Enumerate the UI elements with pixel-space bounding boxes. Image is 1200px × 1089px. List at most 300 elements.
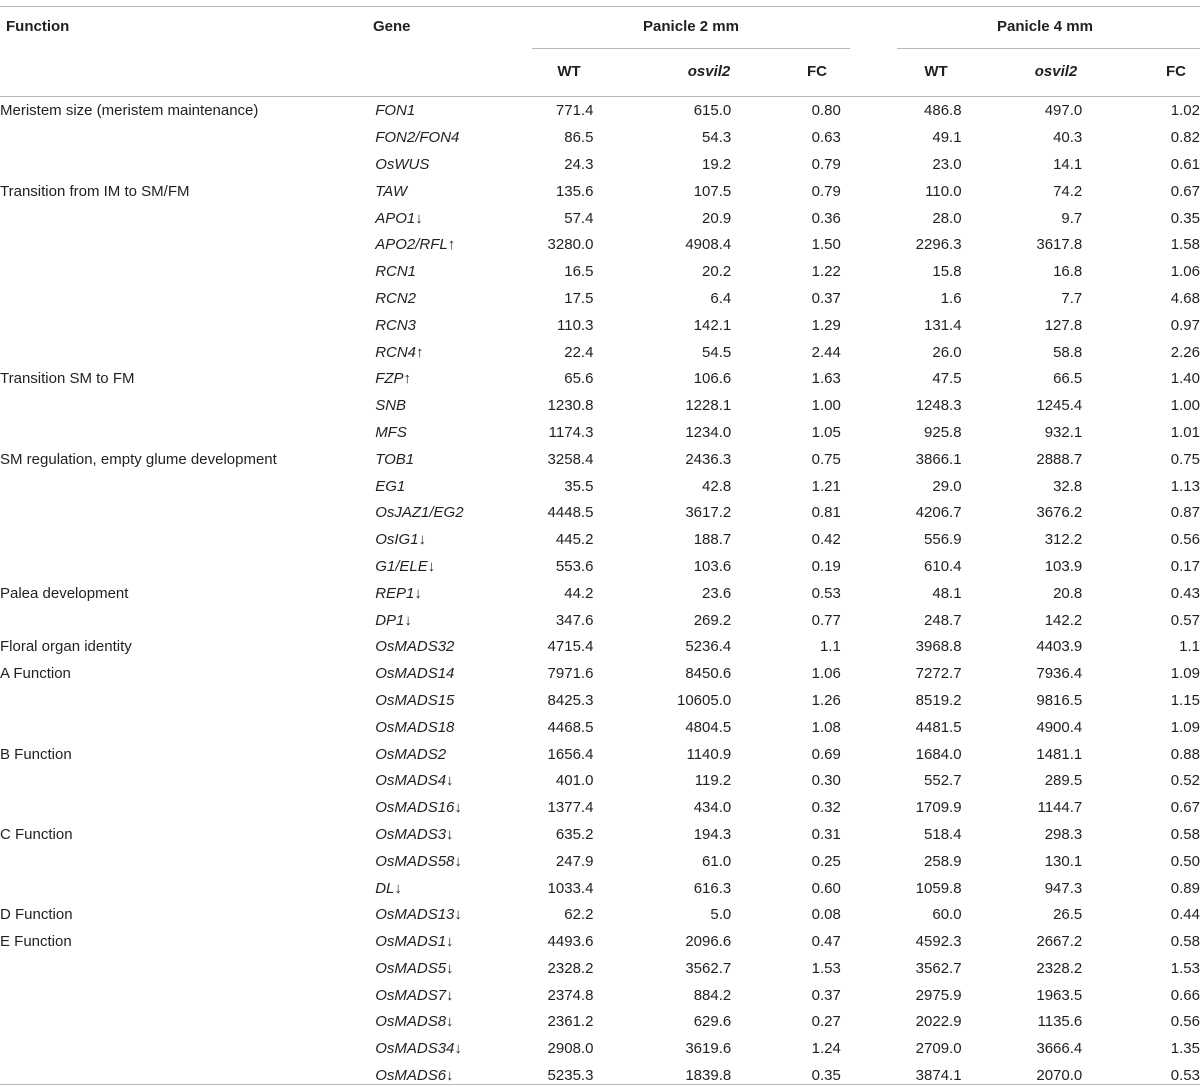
mutant-2mm-cell: 2096.6: [685, 933, 732, 951]
gene-cell: OsMADS32: [375, 638, 455, 656]
wt-4mm-cell: 1.6: [940, 289, 962, 307]
wt-2mm-cell: 347.6: [555, 611, 594, 629]
table-row: [0, 286, 1200, 313]
header-mutant-2mm: osvil2: [687, 63, 731, 80]
header-wt-2mm: WT: [557, 63, 581, 80]
mutant-2mm-cell: 142.1: [693, 316, 732, 334]
function-cell: [0, 768, 375, 795]
table-row: [0, 312, 1200, 339]
wt-4mm-cell: 552.7: [924, 772, 962, 790]
wt-2mm-cell: 65.6: [564, 370, 594, 388]
function-cell: [0, 607, 375, 634]
gene-cell: OsMADS2: [375, 745, 447, 763]
gene-cell: OsMADS13↓: [375, 906, 462, 924]
wt-2mm-cell: 110.3: [557, 316, 594, 334]
top-rule: [0, 6, 1200, 7]
mutant-2mm-cell: 1839.8: [685, 1067, 732, 1085]
function-cell: [0, 1036, 375, 1063]
table-row: [0, 607, 1200, 634]
fc-2mm-cell: 0.80: [811, 102, 841, 120]
mutant-4mm-cell: 9816.5: [1036, 691, 1083, 709]
mutant-2mm-cell: 54.5: [702, 343, 732, 361]
function-cell: [0, 848, 375, 875]
mutant-4mm-cell: 312.2: [1044, 531, 1083, 549]
gene-cell: OsMADS3↓: [375, 825, 454, 843]
gene-cell: RCN4↑: [375, 343, 424, 361]
table-row: [0, 1036, 1200, 1063]
gene-cell: OsJAZ1/EG2: [375, 504, 464, 522]
gene-cell: OsWUS: [375, 155, 430, 173]
fc-2mm-cell: 0.36: [811, 209, 841, 227]
function-cell: [0, 232, 375, 259]
table-row: [0, 634, 1200, 661]
function-cell: [0, 259, 375, 286]
table-row: [0, 420, 1200, 447]
mutant-4mm-cell: 32.8: [1053, 477, 1083, 495]
mutant-4mm-cell: 2328.2: [1036, 959, 1083, 977]
fc-2mm-cell: 0.42: [811, 531, 841, 549]
wt-4mm-cell: 3562.7: [915, 959, 962, 977]
wt-4mm-cell: 29.0: [932, 477, 962, 495]
table-row: [0, 178, 1200, 205]
wt-2mm-cell: 44.2: [564, 584, 594, 602]
function-cell: [0, 688, 375, 715]
fc-2mm-cell: 0.60: [811, 879, 841, 897]
mutant-4mm-cell: 2070.0: [1036, 1067, 1083, 1085]
mutant-2mm-cell: 19.2: [702, 155, 732, 173]
gene-cell: MFS: [375, 423, 407, 441]
wt-2mm-cell: 247.9: [555, 852, 594, 870]
fc-2mm-cell: 2.44: [811, 343, 841, 361]
mutant-4mm-cell: 1135.6: [1037, 1013, 1083, 1031]
fc-4mm-cell: 1.09: [1170, 718, 1200, 736]
wt-4mm-cell: 4206.7: [915, 504, 962, 522]
mutant-4mm-cell: 2888.7: [1036, 450, 1083, 468]
mutant-4mm-cell: 497.0: [1044, 102, 1083, 120]
gene-cell: DL↓: [375, 879, 402, 897]
fc-4mm-cell: 0.66: [1170, 986, 1200, 1004]
function-cell: [0, 714, 375, 741]
mutant-4mm-cell: 58.8: [1053, 343, 1083, 361]
table-row: [0, 446, 1200, 473]
mutant-4mm-cell: 14.1: [1053, 155, 1083, 173]
fc-4mm-cell: 0.56: [1170, 531, 1200, 549]
mutant-2mm-cell: 106.6: [693, 370, 732, 388]
mutant-4mm-cell: 932.1: [1044, 423, 1083, 441]
function-cell: B Function: [0, 745, 72, 763]
mutant-4mm-cell: 9.7: [1061, 209, 1083, 227]
wt-2mm-cell: 5235.3: [547, 1067, 594, 1085]
wt-4mm-cell: 248.7: [924, 611, 962, 629]
header-fc-2mm: FC: [807, 63, 827, 80]
mutant-4mm-cell: 1144.7: [1037, 799, 1083, 817]
mutant-2mm-cell: 3619.6: [685, 1040, 732, 1058]
gene-cell: DP1↓: [375, 611, 412, 629]
mutant-2mm-cell: 884.2: [693, 986, 732, 1004]
function-cell: [0, 875, 375, 902]
function-cell: D Function: [0, 906, 73, 924]
wt-2mm-cell: 2908.0: [547, 1040, 594, 1058]
mutant-4mm-cell: 103.9: [1044, 557, 1083, 575]
fc-4mm-cell: 1.53: [1170, 959, 1200, 977]
fc-2mm-cell: 1.00: [811, 397, 841, 415]
table-row: [0, 1009, 1200, 1036]
function-cell: Palea development: [0, 584, 129, 602]
wt-2mm-cell: 16.5: [564, 263, 594, 281]
mutant-4mm-cell: 142.2: [1044, 611, 1083, 629]
fc-2mm-cell: 0.19: [811, 557, 841, 575]
fc-2mm-cell: 0.77: [811, 611, 841, 629]
mutant-4mm-cell: 74.2: [1053, 182, 1083, 200]
gene-cell: FON2/FON4: [375, 129, 460, 147]
fc-2mm-cell: 0.81: [811, 504, 841, 522]
fc-2mm-cell: 1.29: [811, 316, 841, 334]
fc-4mm-cell: 0.56: [1170, 1013, 1200, 1031]
wt-2mm-cell: 7971.6: [547, 665, 594, 683]
gene-cell: OsMADS6↓: [375, 1067, 454, 1085]
mutant-4mm-cell: 3617.8: [1036, 236, 1083, 254]
mutant-2mm-cell: 107.5: [693, 182, 732, 200]
wt-2mm-cell: 2361.2: [547, 1013, 594, 1031]
fc-2mm-cell: 0.25: [811, 852, 841, 870]
table-row: [0, 875, 1200, 902]
mutant-2mm-cell: 615.0: [693, 102, 732, 120]
mutant-4mm-cell: 40.3: [1053, 129, 1083, 147]
wt-4mm-cell: 131.4: [924, 316, 962, 334]
fc-4mm-cell: 1.40: [1170, 370, 1200, 388]
wt-2mm-cell: 4468.5: [547, 718, 594, 736]
gene-cell: TOB1: [375, 450, 415, 468]
wt-4mm-cell: 518.4: [924, 825, 962, 843]
wt-2mm-cell: 1230.8: [547, 397, 594, 415]
header-rule: [0, 96, 1200, 97]
wt-2mm-cell: 8425.3: [547, 691, 594, 709]
fc-4mm-cell: 1.1: [1179, 638, 1200, 656]
function-cell: SM regulation, empty glume development: [0, 450, 277, 468]
table-row: [0, 125, 1200, 152]
wt-4mm-cell: 2296.3: [915, 236, 962, 254]
wt-4mm-cell: 3866.1: [915, 450, 962, 468]
mutant-2mm-cell: 194.3: [693, 825, 732, 843]
group-rule-4mm: [897, 48, 1200, 49]
mutant-2mm-cell: 1140.9: [686, 745, 732, 763]
table-row: [0, 205, 1200, 232]
group-rule-2mm: [532, 48, 850, 49]
wt-2mm-cell: 22.4: [564, 343, 594, 361]
wt-2mm-cell: 86.5: [564, 129, 594, 147]
wt-2mm-cell: 445.2: [555, 531, 594, 549]
fc-2mm-cell: 1.06: [811, 665, 841, 683]
table-row: [0, 232, 1200, 259]
mutant-2mm-cell: 3617.2: [685, 504, 732, 522]
table-row: [0, 982, 1200, 1009]
wt-4mm-cell: 48.1: [932, 584, 962, 602]
header-panicle-2mm: Panicle 2 mm: [643, 18, 739, 35]
mutant-2mm-cell: 4804.5: [685, 718, 732, 736]
fc-2mm-cell: 1.05: [811, 423, 841, 441]
gene-cell: APO2/RFL↑: [375, 236, 456, 254]
fc-2mm-cell: 1.53: [811, 959, 841, 977]
wt-4mm-cell: 8519.2: [915, 691, 962, 709]
mutant-4mm-cell: 130.1: [1044, 852, 1083, 870]
wt-2mm-cell: 2328.2: [547, 959, 594, 977]
function-cell: [0, 982, 375, 1009]
wt-4mm-cell: 60.0: [932, 906, 962, 924]
fc-2mm-cell: 0.30: [811, 772, 841, 790]
mutant-4mm-cell: 2667.2: [1036, 933, 1083, 951]
fc-2mm-cell: 1.1: [820, 638, 841, 656]
fc-4mm-cell: 0.43: [1170, 584, 1200, 602]
function-cell: [0, 527, 375, 554]
fc-4mm-cell: 0.87: [1170, 504, 1200, 522]
table-row: [0, 714, 1200, 741]
wt-4mm-cell: 26.0: [932, 343, 962, 361]
table-row: [0, 366, 1200, 393]
function-cell: [0, 205, 375, 232]
fc-2mm-cell: 1.08: [811, 718, 841, 736]
fc-4mm-cell: 0.35: [1170, 209, 1200, 227]
gene-cell: RCN1: [375, 263, 417, 281]
mutant-4mm-cell: 298.3: [1044, 825, 1083, 843]
function-cell: [0, 125, 375, 152]
function-cell: [0, 473, 375, 500]
fc-4mm-cell: 4.68: [1170, 289, 1200, 307]
fc-4mm-cell: 0.52: [1170, 772, 1200, 790]
function-cell: Transition SM to FM: [0, 370, 135, 388]
table-row: [0, 929, 1200, 956]
wt-2mm-cell: 1033.4: [547, 879, 594, 897]
wt-4mm-cell: 258.9: [924, 852, 962, 870]
mutant-4mm-cell: 4403.9: [1036, 638, 1083, 656]
mutant-4mm-cell: 947.3: [1044, 879, 1083, 897]
fc-2mm-cell: 1.63: [811, 370, 841, 388]
fc-2mm-cell: 1.24: [811, 1040, 841, 1058]
mutant-2mm-cell: 20.9: [702, 209, 732, 227]
gene-cell: OsMADS14: [375, 665, 455, 683]
fc-2mm-cell: 1.26: [811, 691, 841, 709]
fc-4mm-cell: 0.61: [1170, 155, 1200, 173]
mutant-2mm-cell: 2436.3: [685, 450, 732, 468]
mutant-2mm-cell: 61.0: [702, 852, 732, 870]
mutant-4mm-cell: 16.8: [1053, 263, 1083, 281]
function-cell: Floral organ identity: [0, 638, 132, 656]
mutant-2mm-cell: 119.2: [694, 772, 732, 790]
mutant-4mm-cell: 66.5: [1053, 370, 1083, 388]
function-cell: A Function: [0, 665, 71, 683]
mutant-4mm-cell: 26.5: [1053, 906, 1083, 924]
wt-4mm-cell: 3874.1: [915, 1067, 962, 1085]
fc-2mm-cell: 0.69: [811, 745, 841, 763]
wt-2mm-cell: 35.5: [564, 477, 594, 495]
wt-4mm-cell: 49.1: [932, 129, 962, 147]
wt-2mm-cell: 1656.4: [547, 745, 594, 763]
mutant-2mm-cell: 5.0: [710, 906, 732, 924]
function-cell: [0, 312, 375, 339]
mutant-2mm-cell: 434.0: [693, 799, 732, 817]
fc-2mm-cell: 0.32: [811, 799, 841, 817]
fc-4mm-cell: 0.82: [1170, 129, 1200, 147]
mutant-4mm-cell: 20.8: [1053, 584, 1083, 602]
gene-cell: OsMADS15: [375, 691, 455, 709]
mutant-2mm-cell: 629.6: [693, 1013, 732, 1031]
gene-cell: OsMADS34↓: [375, 1040, 462, 1058]
function-cell: [0, 1063, 375, 1089]
wt-4mm-cell: 2022.9: [915, 1013, 962, 1031]
fc-4mm-cell: 1.13: [1170, 477, 1200, 495]
gene-cell: EG1: [375, 477, 406, 495]
wt-4mm-cell: 4481.5: [915, 718, 962, 736]
header-fc-4mm: FC: [1166, 63, 1186, 80]
mutant-4mm-cell: 1963.5: [1036, 986, 1083, 1004]
wt-4mm-cell: 4592.3: [915, 933, 962, 951]
fc-2mm-cell: 1.21: [811, 477, 841, 495]
mutant-2mm-cell: 4908.4: [685, 236, 732, 254]
wt-4mm-cell: 47.5: [932, 370, 962, 388]
wt-2mm-cell: 553.6: [555, 557, 594, 575]
table-row: [0, 688, 1200, 715]
header-mutant-4mm: osvil2: [1034, 63, 1078, 80]
bottom-rule: [0, 1084, 1200, 1085]
mutant-2mm-cell: 8450.6: [685, 665, 732, 683]
fc-4mm-cell: 1.02: [1170, 102, 1200, 120]
wt-4mm-cell: 23.0: [932, 155, 962, 173]
table-row: [0, 848, 1200, 875]
mutant-2mm-cell: 3562.7: [685, 959, 732, 977]
gene-cell: OsMADS18: [375, 718, 455, 736]
fc-4mm-cell: 0.88: [1170, 745, 1200, 763]
function-cell: [0, 956, 375, 983]
table-row: [0, 1063, 1200, 1089]
wt-2mm-cell: 17.5: [564, 289, 594, 307]
mutant-2mm-cell: 54.3: [702, 129, 732, 147]
fc-4mm-cell: 0.17: [1170, 557, 1200, 575]
mutant-4mm-cell: 7.7: [1061, 289, 1083, 307]
fc-4mm-cell: 1.06: [1170, 263, 1200, 281]
wt-2mm-cell: 4493.6: [547, 933, 594, 951]
fc-2mm-cell: 0.31: [811, 825, 841, 843]
fc-2mm-cell: 0.35: [811, 1067, 841, 1085]
mutant-4mm-cell: 3666.4: [1036, 1040, 1083, 1058]
wt-2mm-cell: 635.2: [555, 825, 594, 843]
fc-2mm-cell: 0.08: [811, 906, 841, 924]
table-body: [0, 98, 1200, 1089]
fc-4mm-cell: 0.67: [1170, 799, 1200, 817]
fc-4mm-cell: 1.00: [1170, 397, 1200, 415]
fc-2mm-cell: 1.22: [811, 263, 841, 281]
table-row: [0, 393, 1200, 420]
header-panicle-4mm: Panicle 4 mm: [997, 18, 1093, 35]
mutant-4mm-cell: 4900.4: [1036, 718, 1083, 736]
gene-cell: G1/ELE↓: [375, 557, 436, 575]
function-cell: [0, 152, 375, 179]
fc-4mm-cell: 0.58: [1170, 933, 1200, 951]
table-row: [0, 98, 1200, 125]
wt-2mm-cell: 4448.5: [547, 504, 594, 522]
gene-cell: RCN3: [375, 316, 417, 334]
fc-2mm-cell: 0.37: [811, 289, 841, 307]
wt-2mm-cell: 771.4: [555, 102, 594, 120]
fc-4mm-cell: 1.09: [1170, 665, 1200, 683]
wt-2mm-cell: 4715.4: [547, 638, 594, 656]
mutant-2mm-cell: 10605.0: [677, 691, 732, 709]
mutant-2mm-cell: 5236.4: [685, 638, 732, 656]
fc-4mm-cell: 0.97: [1170, 316, 1200, 334]
fc-4mm-cell: 1.15: [1170, 691, 1200, 709]
wt-4mm-cell: 1248.3: [915, 397, 962, 415]
table-row: [0, 339, 1200, 366]
mutant-2mm-cell: 23.6: [702, 584, 732, 602]
wt-4mm-cell: 925.8: [924, 423, 962, 441]
wt-4mm-cell: 15.8: [932, 263, 962, 281]
fc-4mm-cell: 1.01: [1170, 423, 1200, 441]
gene-cell: OsMADS7↓: [375, 986, 454, 1004]
fc-2mm-cell: 1.50: [811, 236, 841, 254]
table-row: [0, 768, 1200, 795]
function-cell: [0, 339, 375, 366]
gene-cell: APO1↓: [375, 209, 423, 227]
wt-4mm-cell: 486.8: [924, 102, 962, 120]
table-row: [0, 152, 1200, 179]
fc-2mm-cell: 0.63: [811, 129, 841, 147]
fc-2mm-cell: 0.75: [811, 450, 841, 468]
header-gene: Gene: [373, 18, 411, 35]
wt-4mm-cell: 110.0: [925, 182, 962, 200]
wt-2mm-cell: 3280.0: [547, 236, 594, 254]
mutant-2mm-cell: 188.7: [693, 531, 732, 549]
table-row: [0, 473, 1200, 500]
fc-4mm-cell: 1.35: [1170, 1040, 1200, 1058]
mutant-2mm-cell: 103.6: [693, 557, 732, 575]
mutant-4mm-cell: 289.5: [1044, 772, 1083, 790]
wt-4mm-cell: 1709.9: [915, 799, 962, 817]
mutant-4mm-cell: 127.8: [1044, 316, 1083, 334]
mutant-2mm-cell: 6.4: [710, 289, 732, 307]
gene-cell: OsMADS58↓: [375, 852, 462, 870]
function-cell: [0, 795, 375, 822]
fc-4mm-cell: 1.58: [1170, 236, 1200, 254]
function-cell: [0, 420, 375, 447]
fc-2mm-cell: 0.47: [811, 933, 841, 951]
fc-2mm-cell: 0.27: [811, 1013, 841, 1031]
wt-4mm-cell: 1684.0: [915, 745, 962, 763]
header-function: Function: [6, 18, 70, 35]
wt-2mm-cell: 57.4: [564, 209, 594, 227]
gene-cell: RCN2: [375, 289, 417, 307]
fc-4mm-cell: 0.57: [1170, 611, 1200, 629]
table-row: [0, 661, 1200, 688]
gene-cell: OsMADS8↓: [375, 1013, 454, 1031]
fc-2mm-cell: 0.79: [811, 155, 841, 173]
function-cell: E Function: [0, 933, 72, 951]
wt-4mm-cell: 28.0: [932, 209, 962, 227]
mutant-2mm-cell: 1228.1: [685, 397, 732, 415]
wt-4mm-cell: 2975.9: [915, 986, 962, 1004]
gene-cell: REP1↓: [375, 584, 422, 602]
function-cell: Transition from IM to SM/FM: [0, 182, 190, 200]
function-cell: [0, 554, 375, 581]
wt-2mm-cell: 62.2: [564, 906, 594, 924]
mutant-4mm-cell: 3676.2: [1036, 504, 1083, 522]
function-cell: [0, 393, 375, 420]
mutant-2mm-cell: 269.2: [693, 611, 732, 629]
wt-2mm-cell: 1174.3: [548, 423, 594, 441]
fc-2mm-cell: 0.79: [811, 182, 841, 200]
wt-2mm-cell: 3258.4: [547, 450, 594, 468]
mutant-4mm-cell: 7936.4: [1036, 665, 1083, 683]
wt-4mm-cell: 610.4: [924, 557, 962, 575]
function-cell: Meristem size (meristem maintenance): [0, 102, 259, 120]
table-row: [0, 795, 1200, 822]
